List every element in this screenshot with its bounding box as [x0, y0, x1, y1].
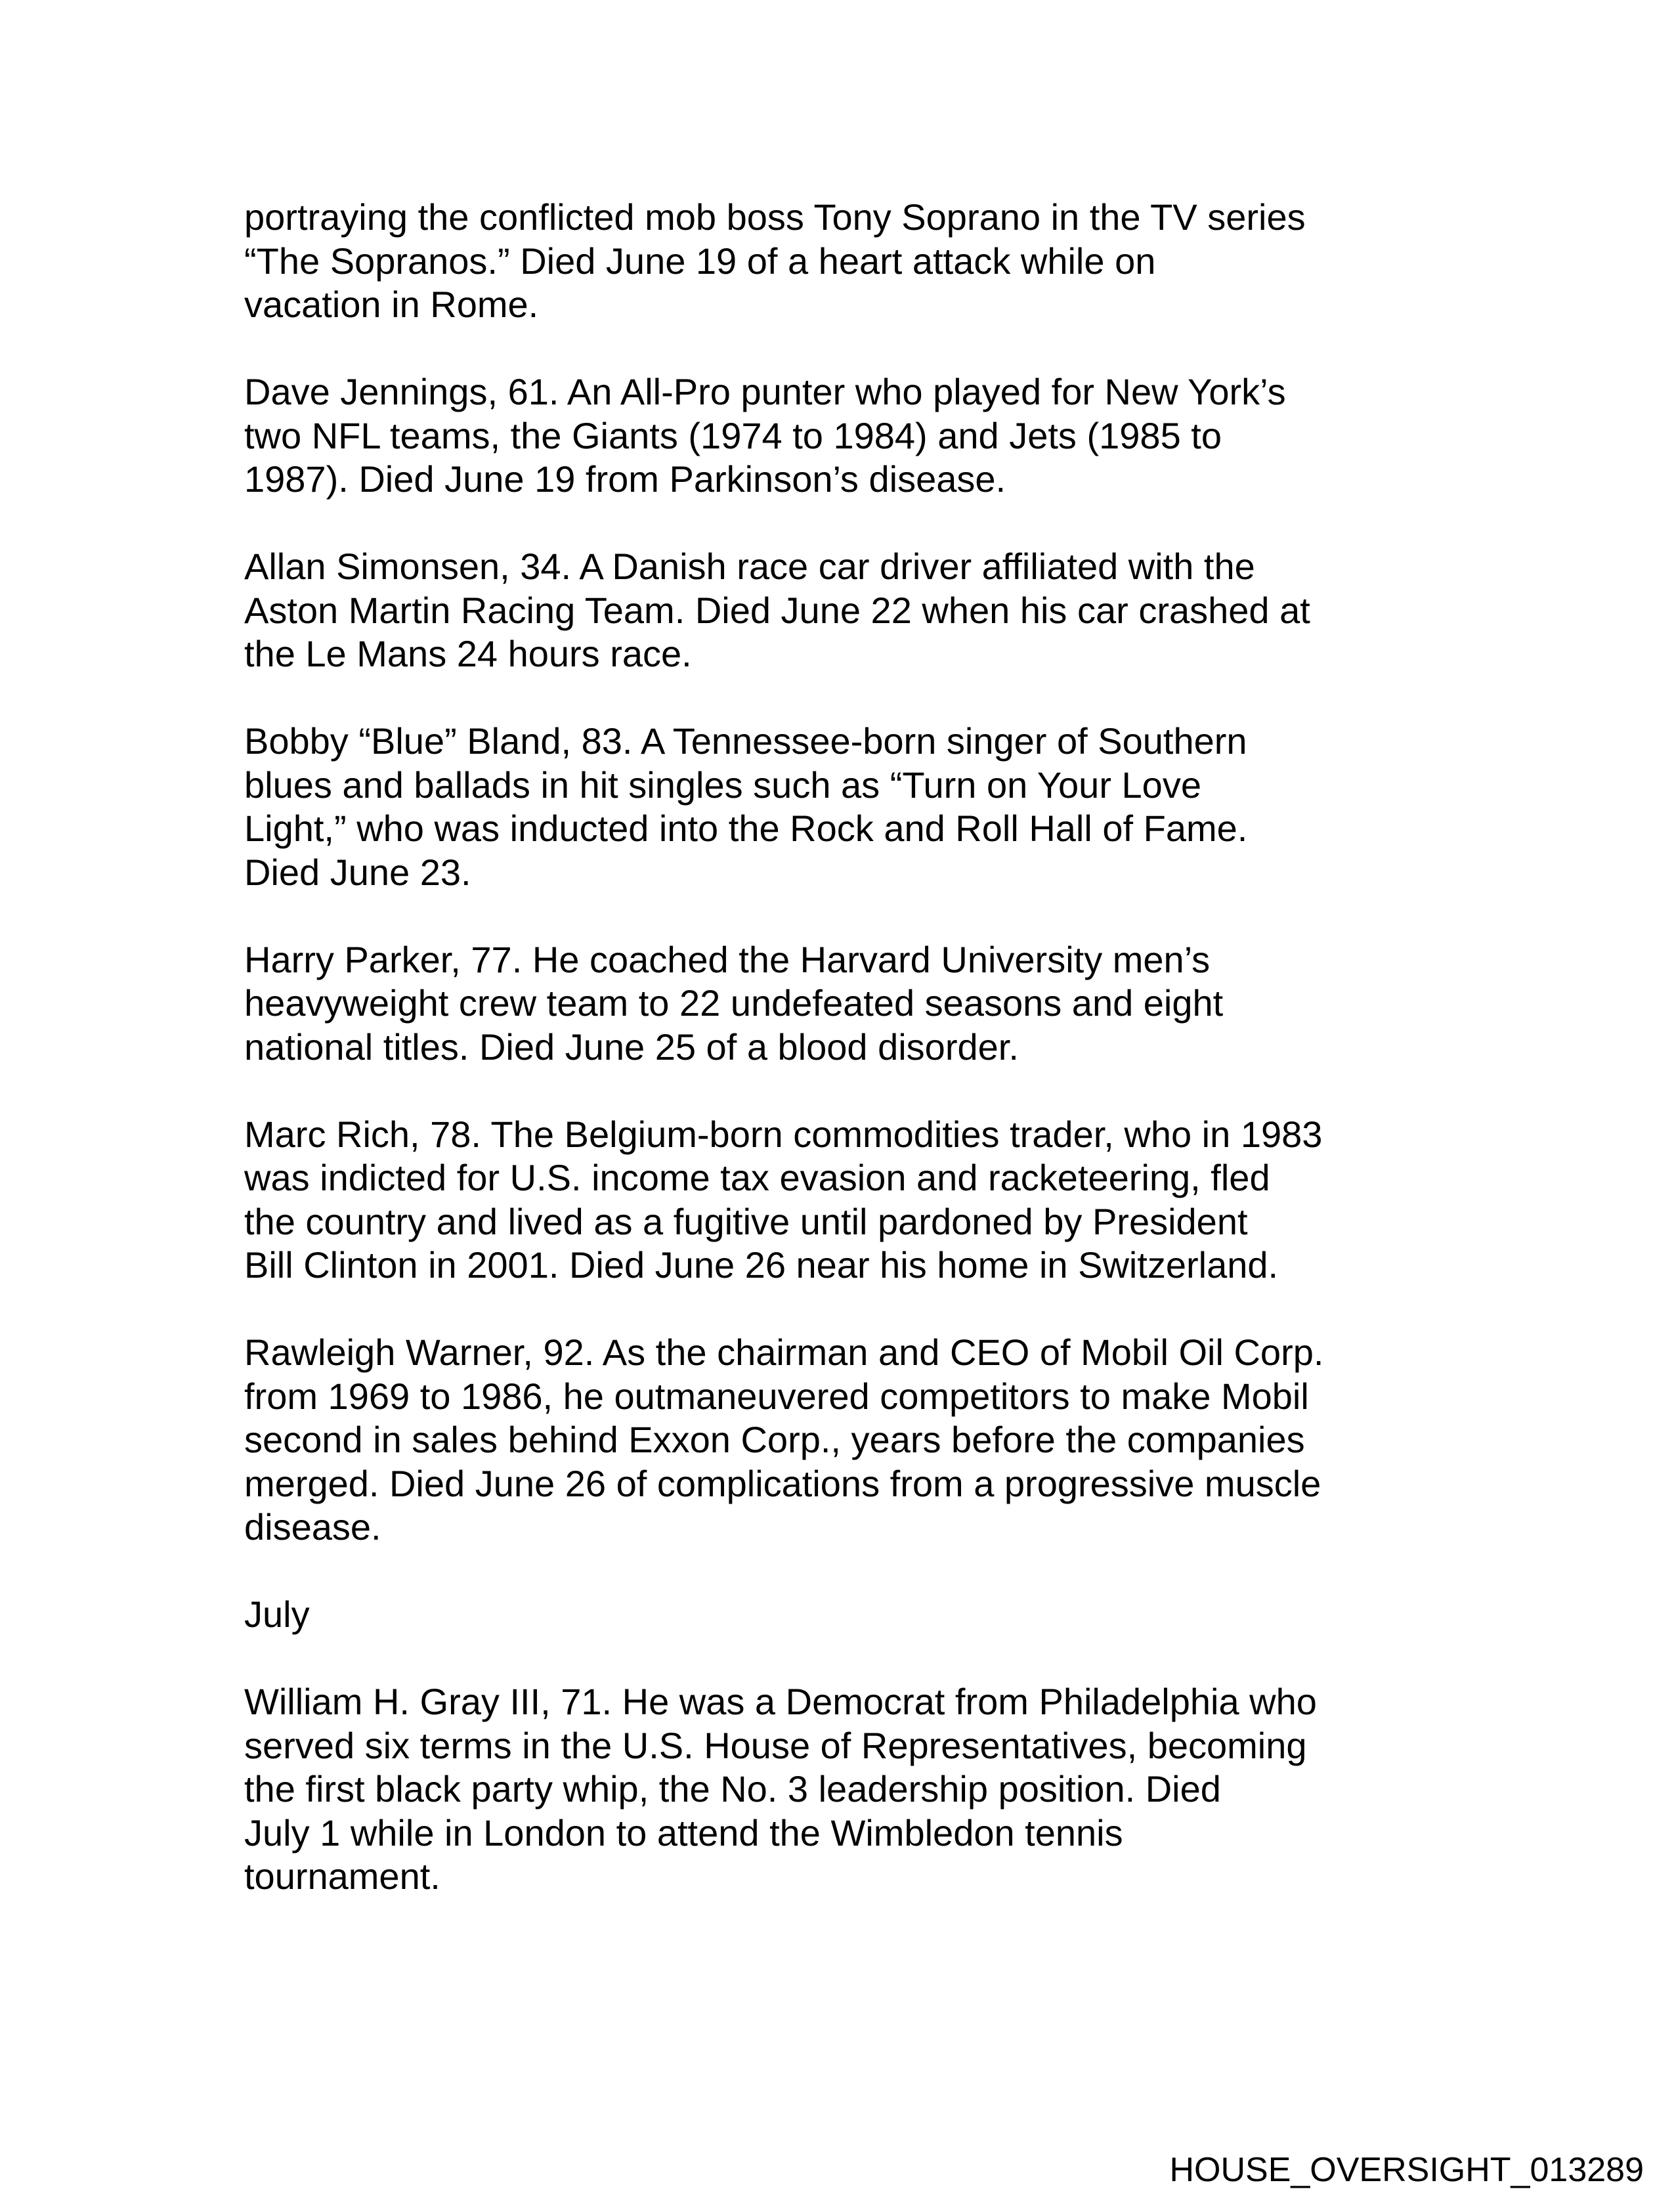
- text-line: Aston Martin Racing Team. Died June 22 when his car crashed at: [244, 589, 1310, 631]
- paragraph-allan-simonsen: [244, 545, 1426, 676]
- text-line: the first black party whip, the No. 3 leadership position. Died: [244, 1768, 1221, 1810]
- text-line: Bobby “Blue” Bland, 83. A Tennessee-born singer of Southern: [244, 720, 1247, 762]
- text-line: blues and ballads in hit singles such as “Turn on Your Love: [244, 764, 1201, 806]
- text-line: second in sales behind Exxon Corp., years before the companies: [244, 1419, 1305, 1460]
- text-line: Died June 23.: [244, 851, 471, 893]
- text-line: vacation in Rome.: [244, 284, 539, 325]
- text-line: merged. Died June 26 of complications from a progressive muscle: [244, 1462, 1321, 1504]
- document-id-stamp: HOUSE_OVERSIGHT_013289: [1169, 2151, 1644, 2189]
- text-line: “The Sopranos.” Died June 19 of a heart attack while on: [244, 240, 1156, 282]
- text-line: Rawleigh Warner, 92. As the chairman and CEO of Mobil Oil Corp.: [244, 1332, 1324, 1373]
- text-line: portraying the conflicted mob boss Tony Soprano in the TV series: [244, 196, 1306, 238]
- text-line: 1987). Died June 19 from Parkinson’s disease.: [244, 458, 1006, 500]
- text-line: July: [244, 1594, 310, 1635]
- text-line: from 1969 to 1986, he outmaneuvered competitors to make Mobil: [244, 1375, 1309, 1417]
- text-line: two NFL teams, the Giants (1974 to 1984) and Jets (1985 to: [244, 414, 1222, 456]
- text-line: disease.: [244, 1506, 381, 1548]
- text-line: tournament.: [244, 1855, 440, 1897]
- text-line: Bill Clinton in 2001. Died June 26 near his home in Switzerland.: [244, 1244, 1279, 1286]
- paragraph-marc-rich: [244, 1113, 1426, 1288]
- section-heading-july: [244, 1593, 1426, 1637]
- text-line: William H. Gray III, 71. He was a Democrat from Philadelphia who: [244, 1681, 1317, 1722]
- paragraph-bobby-bland: [244, 720, 1426, 894]
- text-line: national titles. Died June 25 of a blood disorder.: [244, 1026, 1019, 1068]
- text-line: July 1 while in London to attend the Wimbledon tennis: [244, 1811, 1123, 1854]
- text-line: Light,” who was inducted into the Rock and Roll Hall of Fame.: [244, 808, 1248, 849]
- text-line: Dave Jennings, 61. An All-Pro punter who played for New York’s: [244, 371, 1286, 412]
- paragraph-william-gray: [244, 1680, 1426, 1899]
- text-line: the country and lived as a fugitive until pardoned by President: [244, 1200, 1248, 1242]
- text-line: the Le Mans 24 hours race.: [244, 633, 692, 674]
- text-line: served six terms in the U.S. House of Representatives, becoming: [244, 1724, 1307, 1766]
- paragraph-dave-jennings: [244, 370, 1426, 502]
- paragraph-sopranos-continuation: [244, 196, 1426, 327]
- text-line: Marc Rich, 78. The Belgium-born commodities trader, who in 1983: [244, 1113, 1323, 1155]
- text-line: heavyweight crew team to 22 undefeated seasons and eight: [244, 982, 1224, 1024]
- text-line: Allan Simonsen, 34. A Danish race car driver affiliated with the: [244, 546, 1255, 587]
- paragraph-harry-parker: [244, 938, 1426, 1070]
- document-body: [244, 196, 1426, 1942]
- text-line: Harry Parker, 77. He coached the Harvard University men’s: [244, 938, 1211, 980]
- paragraph-rawleigh-warner: [244, 1331, 1426, 1550]
- text-line: was indicted for U.S. income tax evasion and racketeering, fled: [244, 1157, 1270, 1198]
